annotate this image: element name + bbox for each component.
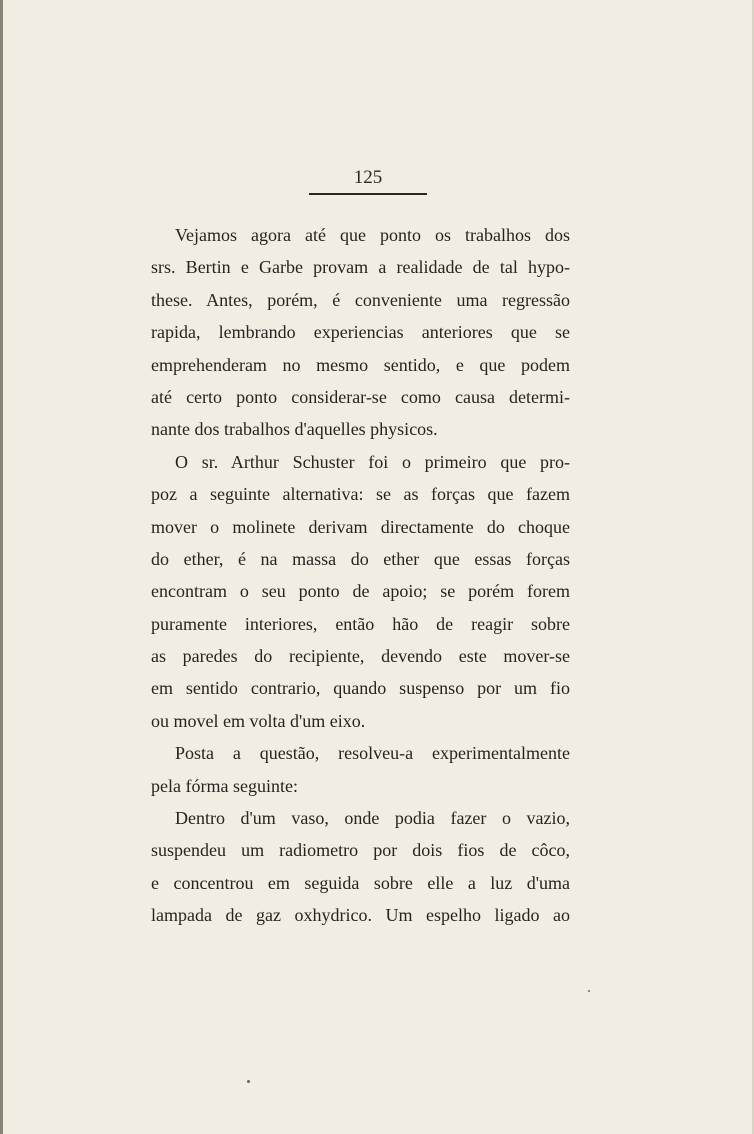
text-line: Posta a questão, resolveu-a experimentalmente [175, 743, 570, 764]
paper-speck [247, 1080, 250, 1083]
text-line: nante dos trabalhos d'aquelles physicos. [151, 419, 438, 440]
text-line: as paredes do recipiente, devendo este mover-se [151, 646, 570, 667]
text-line: rapida, lembrando experiencias anteriores que se [151, 322, 570, 343]
text-line: encontram o seu ponto de apoio; se porém forem [151, 581, 570, 602]
text-line: O sr. Arthur Schuster foi o primeiro que pro- [175, 451, 570, 472]
text-line: em sentido contrario, quando suspenso por um fio [151, 678, 570, 699]
text-line: suspendeu um radiometro por dois fios de côco, [151, 840, 570, 861]
text-line: lampada de gaz oxhydrico. Um espelho ligado ao [151, 905, 570, 926]
text-line: e concentrou em seguida sobre elle a luz d'uma [151, 872, 570, 893]
text-line: Dentro d'um vaso, onde podia fazer o vazio, [175, 808, 570, 829]
paper-speck [588, 990, 590, 992]
page-number: 125 [309, 166, 427, 195]
text-line: do ether, é na massa do ether que essas forças [151, 548, 570, 569]
text-line: pela fórma seguinte: [151, 775, 298, 796]
text-line: mover o molinete derivam directamente do choque [151, 516, 570, 537]
text-line: poz a seguinte alternativa: se as forças que fazem [151, 484, 570, 505]
text-line: srs. Bertin e Garbe provam a realidade de tal hypo- [151, 257, 570, 278]
text-line: até certo ponto considerar-se como causa determi- [151, 386, 570, 407]
text-line: emprehenderam no mesmo sentido, e que podem [151, 354, 570, 375]
body-text [151, 219, 570, 932]
text-line: these. Antes, porém, é conveniente uma regressão [151, 289, 570, 310]
text-line: Vejamos agora até que ponto os trabalhos dos [175, 225, 570, 245]
text-line: ou movel em volta d'um eixo. [151, 710, 366, 731]
text-line: puramente interiores, então hão de reagir sobre [151, 613, 570, 634]
